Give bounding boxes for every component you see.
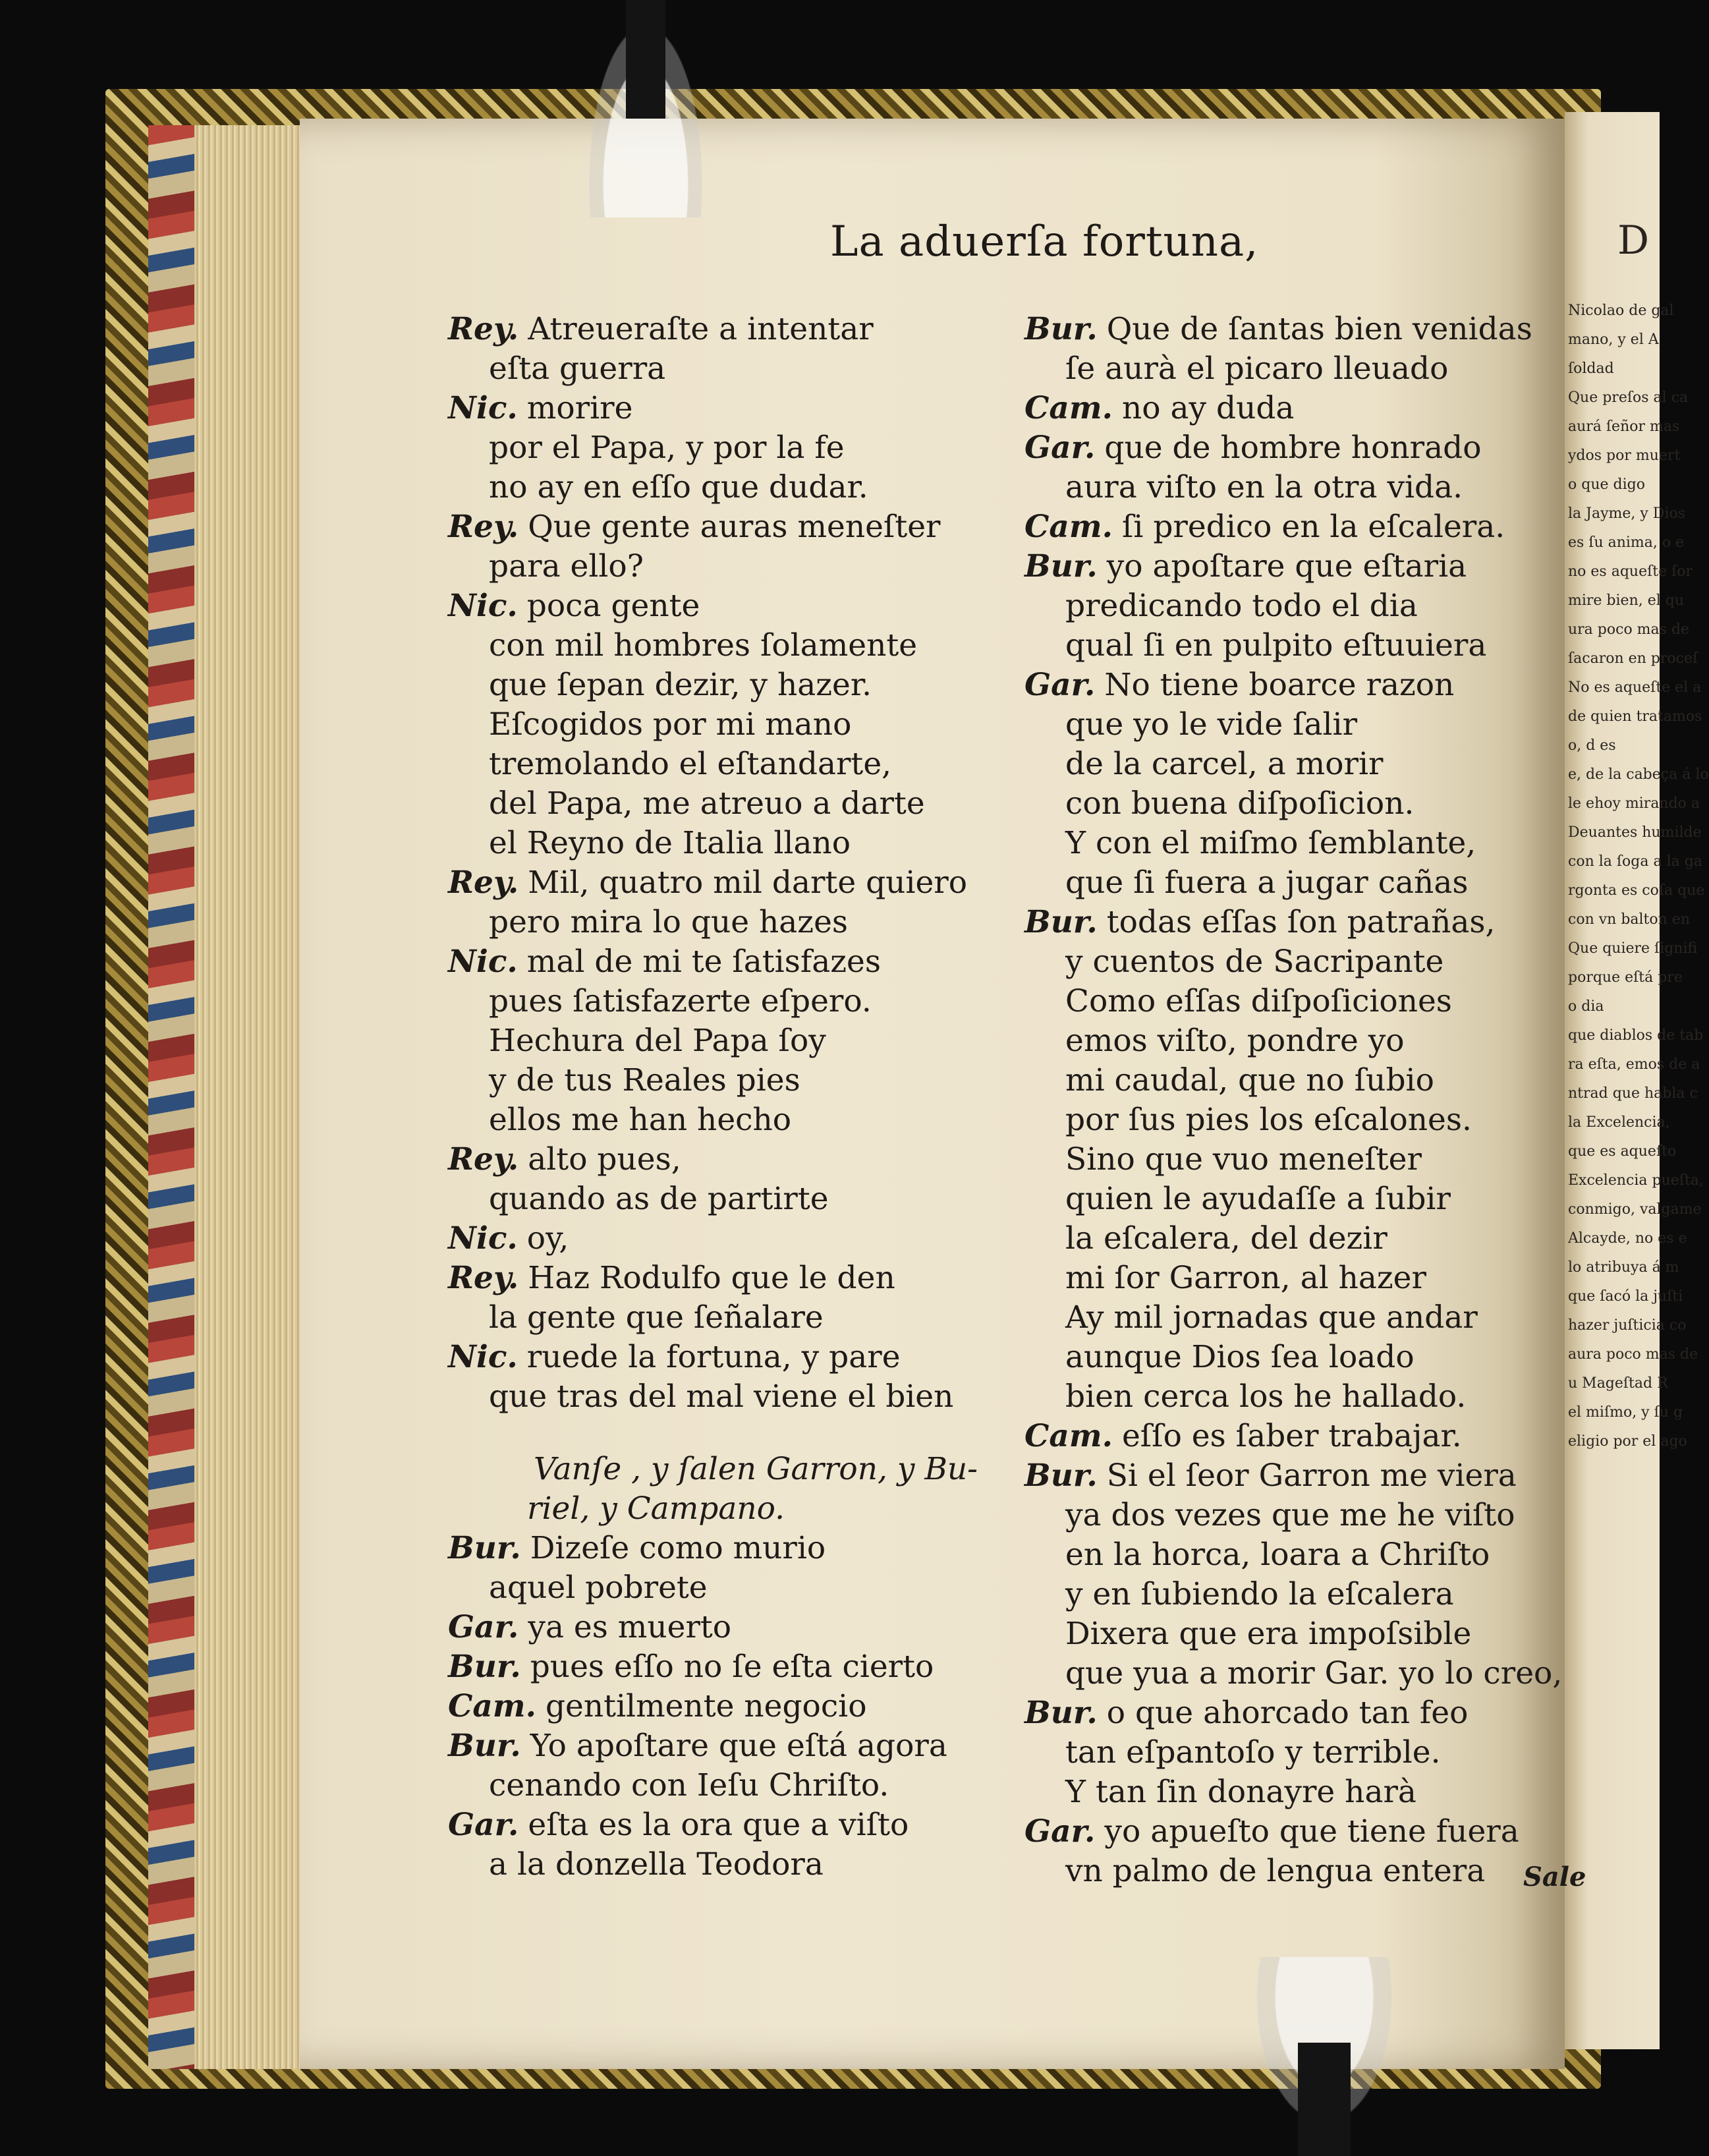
verse-text: bien cerca los he hallado. xyxy=(1065,1378,1467,1415)
right-page-text xyxy=(1568,297,1709,1456)
verse-text: pues eſſo no ſe eſta cierto xyxy=(530,1649,934,1685)
verse-text: a la donzella Teodora xyxy=(489,1846,824,1883)
verse-line xyxy=(1024,705,1571,745)
verse-text: aquel pobrete xyxy=(489,1570,708,1606)
right-page-fragment: aura poco mas de xyxy=(1568,1346,1698,1363)
page-clip-top xyxy=(580,0,712,217)
verse-line xyxy=(1024,1456,1571,1496)
verse-line xyxy=(1024,1733,1571,1773)
verse-line xyxy=(448,1726,988,1766)
verse-line xyxy=(1024,1259,1571,1298)
right-page-fragment: la Excelencia, xyxy=(1568,1114,1670,1131)
right-page-fragment: ſoldad xyxy=(1568,360,1614,377)
speaker-label: Rey. xyxy=(448,1260,519,1296)
verse-text: y en ſubiendo la eſcalera xyxy=(1065,1576,1454,1612)
verse-line xyxy=(448,1061,988,1100)
verse-text: aunque Dios ſea loado xyxy=(1065,1339,1415,1375)
verse-line xyxy=(448,1021,988,1061)
right-page-fragment: hazer juſticia co xyxy=(1568,1317,1687,1334)
verse-text: emos viſto, pondre yo xyxy=(1065,1023,1405,1059)
right-page-fragment: u Mageſtad R xyxy=(1568,1375,1668,1392)
verse-line xyxy=(1024,1338,1571,1377)
verse-text: mi caudal, que no ſubio xyxy=(1065,1062,1434,1098)
verse-line xyxy=(448,310,988,349)
verse-text: no ay en eſſo que dudar. xyxy=(489,469,868,505)
speaker-label: Bur. xyxy=(1024,548,1098,584)
right-page-fragment: porque eſtá pre xyxy=(1568,969,1683,986)
verse-line xyxy=(1024,1535,1571,1575)
verse-line xyxy=(448,428,988,468)
verse-line xyxy=(448,903,988,942)
verse-text: Que de ſantas bien venidas xyxy=(1106,311,1532,347)
verse-text: que tras del mal viene el bien xyxy=(489,1378,954,1415)
verse-line xyxy=(1024,1773,1571,1812)
verse-line xyxy=(448,626,988,666)
running-head: La aduerſa fortuna, xyxy=(830,217,1259,266)
speaker-label: Cam. xyxy=(1024,509,1113,545)
verse-text: ya es muerto xyxy=(528,1609,732,1645)
catchword: Sale xyxy=(1523,1861,1586,1892)
verse-line xyxy=(448,824,988,863)
verse-line xyxy=(448,942,988,982)
verse-line xyxy=(1024,1377,1571,1417)
verse-text: morire xyxy=(526,390,633,426)
verse-text: o que ahorcado tan feo xyxy=(1106,1695,1469,1731)
verse-line xyxy=(448,705,988,745)
verse-text: tremolando el eſtandarte, xyxy=(489,746,892,782)
verse-text: que yo le vide ſalir xyxy=(1065,706,1358,743)
right-page-fragment: ſacaron en proceſ xyxy=(1568,650,1698,667)
verse-line xyxy=(1024,349,1571,389)
verse-line xyxy=(448,1377,988,1417)
right-page-fragment: Que quiere ſignifi xyxy=(1568,940,1698,957)
verse-line xyxy=(1024,1219,1571,1259)
verse-line xyxy=(448,1140,988,1179)
verse-line xyxy=(1024,586,1571,626)
verse-line xyxy=(448,586,988,626)
speaker-label: Bur. xyxy=(1024,1695,1098,1731)
verse-line xyxy=(448,1529,988,1568)
verse-line xyxy=(1024,1614,1571,1654)
right-page-fragment: eligio por el ago xyxy=(1568,1433,1687,1450)
right-page-fragment: Nicolao de gal xyxy=(1568,302,1674,319)
marbled-endpaper xyxy=(148,125,194,2069)
speaker-label: Cam. xyxy=(448,1688,536,1724)
verse-text: yo apueſto que tiene fuera xyxy=(1104,1813,1519,1850)
verse-line xyxy=(1024,468,1571,507)
verse-text: Dixera que era impoſsible xyxy=(1065,1616,1472,1652)
verse-text: qual ſi en pulpito eſtuuiera xyxy=(1065,627,1487,664)
verse-line xyxy=(448,1338,988,1377)
verse-text: la eſcalera, del dezir xyxy=(1065,1220,1387,1257)
right-page-fragment: que ſacó la juſti xyxy=(1568,1288,1683,1305)
verse-line xyxy=(1024,428,1571,468)
verse-text: oy, xyxy=(526,1220,569,1257)
right-page-fragment: ra eſta, emos de a xyxy=(1568,1056,1700,1073)
speaker-label: Nic. xyxy=(448,944,518,980)
verse-text: y de tus Reales pies xyxy=(489,1062,800,1098)
right-page-fragment: Deuantes humilde xyxy=(1568,824,1702,841)
left-text-column xyxy=(448,310,988,1885)
speaker-label: Rey. xyxy=(448,311,519,347)
verse-text: Y tan ſin donayre harà xyxy=(1065,1774,1416,1810)
verse-text: Haz Rodulfo que le den xyxy=(528,1260,895,1296)
right-page-fragment: la Jayme, y Dios xyxy=(1568,505,1686,522)
verse-line xyxy=(1024,745,1571,784)
verse-line xyxy=(448,1845,988,1885)
verse-text: Que gente auras meneſter xyxy=(528,509,941,545)
right-page-fragment: ura poco mas de xyxy=(1568,621,1690,638)
verse-text: Dizeſe como murio xyxy=(530,1530,826,1566)
speaker-label: Gar. xyxy=(1024,667,1096,703)
verse-line xyxy=(448,547,988,586)
verse-line xyxy=(448,1259,988,1298)
verse-text: mal de mi te ſatisfazes xyxy=(526,944,881,980)
verse-text: predicando todo el dia xyxy=(1065,588,1418,624)
verse-text: que ſepan dezir, y hazer. xyxy=(489,667,872,703)
verse-text: Sino que vuo meneſter xyxy=(1065,1141,1422,1177)
verse-text: aura viſto en la otra vida. xyxy=(1065,469,1463,505)
verse-text: Hechura del Papa ſoy xyxy=(489,1023,826,1059)
verse-line xyxy=(448,349,988,389)
verse-line xyxy=(1024,1852,1571,1891)
verse-text: poca gente xyxy=(526,588,700,624)
right-text-column xyxy=(1024,310,1571,1891)
right-page-fragment: ydos por muert xyxy=(1568,447,1681,464)
speaker-label: Nic. xyxy=(448,588,518,624)
right-page-fragment: mire bien, el qu xyxy=(1568,592,1685,609)
verse-line xyxy=(1024,1812,1571,1852)
verse-text: Yo apoſtare que eſtá agora xyxy=(530,1728,947,1764)
verse-text: eſta guerra xyxy=(489,351,666,387)
verse-text: mi ſor Garron, al hazer xyxy=(1065,1260,1426,1296)
stage-direction-line-2: riel, y Campano. xyxy=(527,1490,785,1527)
verse-line xyxy=(1024,1140,1571,1179)
spacer xyxy=(448,1417,988,1450)
speaker-label: Nic. xyxy=(448,1339,518,1375)
verse-line xyxy=(1024,1100,1571,1140)
right-page-fragment: lo atribuya á m xyxy=(1568,1259,1679,1276)
verse-text: eſſo es ſaber trabajar. xyxy=(1121,1418,1462,1454)
verse-line xyxy=(448,666,988,705)
verse-text: por el Papa, y por la fe xyxy=(489,430,845,466)
verse-line xyxy=(1024,784,1571,824)
speaker-label: Bur. xyxy=(448,1649,521,1685)
right-page-fragment: o, d es xyxy=(1568,737,1616,754)
speaker-label: Cam. xyxy=(1024,390,1113,426)
verse-text: ſi predico en la eſcalera. xyxy=(1121,509,1505,545)
right-page-fragment: e, de la cabeça á lo xyxy=(1568,766,1709,783)
right-page-fragment: rgonta es coſa que xyxy=(1568,882,1705,899)
verse-line xyxy=(1024,942,1571,982)
right-page-fragment: Excelencia pueſta, xyxy=(1568,1172,1704,1189)
verse-line xyxy=(1024,824,1571,863)
right-page-fragment: Que preſos al ca xyxy=(1568,389,1689,406)
right-page-fragment: no es aqueſte ſor xyxy=(1568,563,1693,580)
verse-text: Y con el miſmo ſemblante, xyxy=(1065,825,1476,861)
verse-text: gentilmente negocio xyxy=(545,1688,867,1724)
right-page-fragment: ntrad que habla c xyxy=(1568,1085,1698,1102)
verse-line xyxy=(448,982,988,1021)
speaker-label: Bur. xyxy=(1024,311,1098,347)
verse-text: en la horca, loara a Chriſto xyxy=(1065,1537,1490,1573)
verse-text: de la carcel, a morir xyxy=(1065,746,1384,782)
verse-line xyxy=(448,784,988,824)
speaker-label: Gar. xyxy=(448,1609,519,1645)
verse-text: tan eſpantoſo y terrible. xyxy=(1065,1734,1441,1771)
verse-line xyxy=(1024,310,1571,349)
right-page-fragment: con vn balton en xyxy=(1568,911,1690,928)
speaker-label: Gar. xyxy=(448,1807,519,1843)
speaker-label: Bur. xyxy=(448,1728,521,1764)
verse-text: Atreueraſte a intentar xyxy=(528,311,874,347)
verse-line xyxy=(1024,389,1571,428)
verse-text: pues ſatisfazerte eſpero. xyxy=(489,983,872,1019)
speaker-label: Cam. xyxy=(1024,1418,1113,1454)
right-page-fragment: que es aqueſto xyxy=(1568,1143,1677,1160)
right-page-fragment: o dia xyxy=(1568,998,1604,1015)
page-edges xyxy=(194,125,300,2069)
speaker-label: Bur. xyxy=(448,1530,521,1566)
verse-text: para ello? xyxy=(489,548,644,584)
verse-text: Si el ſeor Garron me viera xyxy=(1106,1458,1517,1494)
verse-text: ſe aurà el picaro lleuado xyxy=(1065,351,1449,387)
verse-line xyxy=(1024,1654,1571,1693)
verse-line xyxy=(448,1766,988,1805)
verse-line xyxy=(448,1219,988,1259)
verse-line xyxy=(448,1100,988,1140)
right-verse-block xyxy=(1024,310,1571,1891)
right-page-fragment: es ſu anima, o e xyxy=(1568,534,1685,551)
verse-text: vn palmo de lengua entera xyxy=(1065,1853,1486,1889)
right-page-fragment: No es aqueſte el a xyxy=(1568,679,1702,696)
right-page-fragment: o que digo xyxy=(1568,476,1645,493)
verse-line xyxy=(448,507,988,547)
verse-text: que de hombre honrado xyxy=(1104,430,1482,466)
verse-text: con mil hombres ſolamente xyxy=(489,627,918,664)
verse-line xyxy=(1024,626,1571,666)
speaker-label: Gar. xyxy=(1024,1813,1096,1850)
verse-line xyxy=(448,1298,988,1338)
right-page-fragment: mano, y el A xyxy=(1568,331,1659,348)
speaker-label: Nic. xyxy=(448,1220,518,1257)
speaker-label: Nic. xyxy=(448,390,518,426)
right-page-fragment: el miſmo, y ſu g xyxy=(1568,1404,1683,1421)
verse-text: no ay duda xyxy=(1121,390,1295,426)
verse-line xyxy=(1024,863,1571,903)
verse-text: alto pues, xyxy=(528,1141,681,1177)
verse-line xyxy=(1024,547,1571,586)
verse-line xyxy=(448,745,988,784)
verse-text: quien le ayudaſſe a ſubir xyxy=(1065,1181,1451,1217)
verse-line xyxy=(448,1179,988,1219)
verse-line xyxy=(448,1687,988,1726)
verse-line xyxy=(1024,1179,1571,1219)
verse-text: Mil, quatro mil darte quiero xyxy=(528,865,968,901)
verse-text: No tiene boarce razon xyxy=(1104,667,1455,703)
verse-line xyxy=(448,1608,988,1647)
verse-text: y cuentos de Sacripante xyxy=(1065,944,1444,980)
right-page-fragment: le ehoy mirando a xyxy=(1568,795,1700,812)
left-verse-block xyxy=(448,310,988,1417)
speaker-label: Rey. xyxy=(448,865,519,901)
verse-text: pero mira lo que hazes xyxy=(489,904,848,940)
speaker-label: Rey. xyxy=(448,509,519,545)
verse-line xyxy=(1024,666,1571,705)
verse-line xyxy=(1024,507,1571,547)
verse-text: Como eſſas diſpoſiciones xyxy=(1065,983,1452,1019)
speaker-label: Rey. xyxy=(448,1141,519,1177)
verse-text: por ſus pies los eſcalones. xyxy=(1065,1102,1472,1138)
stage-direction-line-1: Vanſe , y ſalen Garron, y Bu- xyxy=(534,1451,978,1487)
verse-text: yo apoſtare que eſtaria xyxy=(1106,548,1467,584)
verse-text: ruede la fortuna, y pare xyxy=(526,1339,901,1375)
right-page-fragment: que diablos de tab xyxy=(1568,1027,1704,1044)
left-verse-block-after xyxy=(448,1529,988,1885)
verse-text: quando as de partirte xyxy=(489,1181,829,1217)
verse-line xyxy=(448,863,988,903)
right-page-fragment: Alcayde, no es e xyxy=(1568,1230,1687,1247)
verse-line xyxy=(448,1647,988,1687)
verse-text: del Papa, me atreuo a darte xyxy=(489,785,925,822)
verse-line xyxy=(1024,1417,1571,1456)
verse-line xyxy=(1024,982,1571,1021)
right-page-fragment: aurá ſeñor mas xyxy=(1568,418,1680,435)
verse-line xyxy=(1024,1021,1571,1061)
verse-text: Eſcogidos por mi mano xyxy=(489,706,852,743)
verse-text: Ay mil jornadas que andar xyxy=(1065,1299,1478,1336)
verse-line xyxy=(1024,1496,1571,1535)
verse-text: ellos me han hecho xyxy=(489,1102,792,1138)
speaker-label: Bur. xyxy=(1024,904,1098,940)
verse-text: con buena diſpoſicion. xyxy=(1065,785,1415,822)
right-page-header: D xyxy=(1617,217,1650,264)
verse-text: ya dos vezes que me he viſto xyxy=(1065,1497,1515,1533)
verse-line xyxy=(1024,1575,1571,1614)
verse-line xyxy=(1024,1693,1571,1733)
verse-text: todas eſſas ſon patrañas, xyxy=(1106,904,1496,940)
right-page-fragment: con la ſoga a la ga xyxy=(1568,853,1702,870)
verse-line xyxy=(1024,1061,1571,1100)
verse-line xyxy=(448,1805,988,1845)
verse-line xyxy=(1024,903,1571,942)
verse-text: la gente que ſeñalare xyxy=(489,1299,824,1336)
verse-text: cenando con Ieſu Chriſto. xyxy=(489,1767,889,1803)
verse-text: que ſi fuera a jugar cañas xyxy=(1065,865,1469,901)
verse-line xyxy=(448,1568,988,1608)
right-page-fragment: conmigo, valgame xyxy=(1568,1201,1702,1218)
verse-line xyxy=(448,389,988,428)
page-clip-bottom xyxy=(1239,1957,1410,2156)
verse-text: eſta es la ora que a viſto xyxy=(528,1807,909,1843)
verse-text: que yua a morir Gar. yo lo creo, xyxy=(1065,1655,1563,1691)
verse-line xyxy=(448,468,988,507)
speaker-label: Gar. xyxy=(1024,430,1096,466)
verse-line xyxy=(1024,1298,1571,1338)
speaker-label: Bur. xyxy=(1024,1458,1098,1494)
right-page-fragment: de quien tratamos xyxy=(1568,708,1702,725)
verse-text: el Reyno de Italia llano xyxy=(489,825,851,861)
